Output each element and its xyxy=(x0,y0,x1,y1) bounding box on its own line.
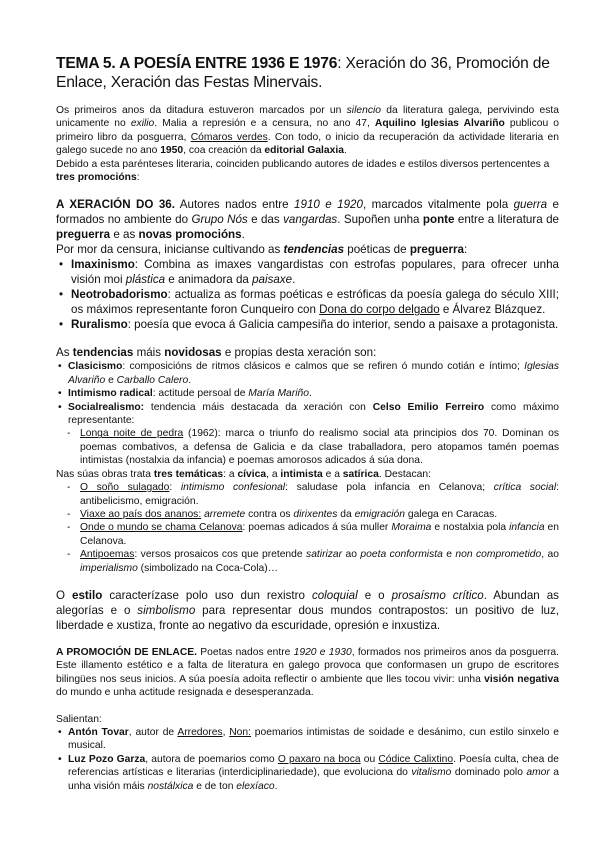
italic-text: 1920 e 1930 xyxy=(293,646,352,658)
text: tendencia máis destacada da xeración con xyxy=(144,401,373,413)
text: . xyxy=(274,780,278,792)
text: da xyxy=(337,508,355,520)
text: e nostalxia pola xyxy=(431,522,510,534)
spacer xyxy=(56,332,559,345)
text: ao xyxy=(342,549,361,561)
works-list xyxy=(56,481,559,575)
text: . Abundan as alegorías e o xyxy=(56,588,559,617)
italic-text: paisaxe xyxy=(252,273,293,287)
text: , autor de xyxy=(128,726,178,738)
list-item xyxy=(56,401,559,428)
italic-text: simbolismo xyxy=(137,603,196,617)
spacer xyxy=(56,184,559,197)
list-item xyxy=(56,508,559,521)
xeracion36-paragraph xyxy=(56,197,559,242)
text: . xyxy=(292,273,296,287)
longa-noite-list xyxy=(56,427,559,467)
underlined-title: Códice Calixtino xyxy=(378,753,454,765)
text: . xyxy=(188,374,192,386)
text: : poemas adicados á súa muller xyxy=(242,522,392,534)
text: Poetas nados entre xyxy=(196,646,294,658)
text: para representar dous mundos contrapostos: un positivo de luz, liberdade e xustiza, fronte ao negativo da escuridade, opresión e inxustiza. xyxy=(56,603,559,632)
text: (1962): marca o triunfo do realismo social ata principios dos 70. Dominan os poemas combativos, a defensa de Galicia e da clase traballadora, pero atopamos tamén poemas intimistas (nostalxia da infancia) e poemas amorosos adicados á súa dona. xyxy=(80,428,559,467)
text: : composicións de ritmos clásicos e calmos que se refiren ó mundo cotián e íntimo; xyxy=(122,361,525,373)
bold-text: preguerra xyxy=(56,228,111,242)
bold-text: cívica xyxy=(237,468,267,480)
italic-text: guerra xyxy=(513,198,548,212)
text: máis xyxy=(133,346,165,360)
intro-bold: 1950 xyxy=(160,145,184,157)
italic-text: plástica xyxy=(125,273,166,287)
text: , formados nos primeiros anos da posguerra. Este illamento estético e a falta de literatura en galego provoca que conformasen un grupo de escritores bilingües nos seus inicios. A súa poesía adoita reflectir o ambiente que lles tocou vivir: unha xyxy=(56,646,560,685)
bold-text: satírica xyxy=(342,468,379,480)
text: Por mor da censura, inicianse cultivando as xyxy=(56,243,284,257)
text: e de ton xyxy=(193,780,237,792)
censura-line xyxy=(56,242,559,257)
term: Ruralismo xyxy=(71,318,128,332)
underlined-title: Antipoemas xyxy=(80,549,135,561)
intro-bold: Aquilino Iglesias Alvariño xyxy=(374,118,505,130)
preguerra-tendencias-list xyxy=(56,257,559,332)
list-item xyxy=(56,481,559,508)
intro-text: . Con todo, o inicio da recuperación da actividade literaria en galego sucede no ano xyxy=(56,131,560,157)
italic-text: prosaísmo crítico xyxy=(391,588,484,602)
italic-text: Iglesias Alvariño xyxy=(68,361,559,386)
text: e xyxy=(442,549,456,561)
italic-text: coloquial xyxy=(311,588,358,602)
term: Neotrobadorismo xyxy=(71,288,168,302)
intro-text: Debido a esta parénteses literaria, coinciden publicando autores de idades e estilos diversos pertencentes a xyxy=(56,158,550,170)
italic-text: crítica social xyxy=(493,482,557,494)
italic-text: vangardas xyxy=(283,213,338,227)
intro-paragraph-2 xyxy=(56,158,559,185)
list-item xyxy=(56,387,559,400)
intro-text: : xyxy=(136,172,140,184)
intro-text: . xyxy=(343,145,347,157)
novidosas-intro xyxy=(56,345,559,360)
bold-italic-text: tendencias xyxy=(283,243,345,257)
italic-text: Moraima xyxy=(391,522,432,534)
bold-text: tendencias xyxy=(72,346,134,360)
text: ou xyxy=(360,753,379,765)
text: : actualiza as formas poéticas e estróficas da poesía galega do século XIII; os máximos representante foron Cunqueiro con xyxy=(71,288,559,317)
term: Imaxinismo xyxy=(71,258,135,272)
italic-text: infancia xyxy=(509,522,545,534)
text: , a xyxy=(266,468,281,480)
section-heading: A PROMOCIÓN DE ENLACE. xyxy=(56,646,197,658)
italic-text: elexíaco xyxy=(236,780,275,792)
text: caracterízase polo uso dun rexistro xyxy=(102,588,312,602)
italic-text: 1910 e 1920 xyxy=(294,198,363,212)
italic-text: dirixentes xyxy=(293,508,338,520)
italic-text: Grupo Nós xyxy=(191,213,248,227)
underlined-title: Non: xyxy=(229,726,251,738)
text: contra os xyxy=(245,508,294,520)
intro-text: . Malia a represión e a censura, no ano 47, xyxy=(154,118,375,130)
novidosas-list xyxy=(56,360,559,427)
text: e animadora da xyxy=(165,273,253,287)
text: : antibelicismo, emigración. xyxy=(80,482,559,507)
bold-text: tres temáticas xyxy=(153,468,224,480)
intro-text: Os primeiros anos da ditadura estuveron marcados por un xyxy=(56,105,347,116)
text: O xyxy=(56,588,73,602)
author-name: Luz Pozo Garza xyxy=(68,753,146,765)
bold-text: preguerra xyxy=(409,243,464,257)
italic-text: vitalismo xyxy=(411,767,452,779)
text: poéticas de xyxy=(344,243,410,257)
spacer xyxy=(56,633,559,646)
italic-text: María Mariño xyxy=(248,388,309,400)
text: . xyxy=(241,228,245,242)
list-item xyxy=(56,360,559,387)
list-item xyxy=(56,317,559,332)
text: e propias desta xeración son: xyxy=(221,346,377,360)
text: : Combina as imaxes vangardistas con estrofas populares, para ofrecer unha visión moi xyxy=(71,258,559,287)
underlined-title: Longa noite de pedra xyxy=(80,428,184,440)
list-item xyxy=(56,521,559,548)
text: . Supoñen unha xyxy=(337,213,423,227)
list-item xyxy=(56,726,559,753)
author-name: Antón Tovar xyxy=(68,726,129,738)
text: Autores nados entre xyxy=(174,198,295,212)
intro-italic: exilio xyxy=(130,118,155,130)
text: : saludase pola infancia en Celanova; xyxy=(285,482,494,494)
text: como máximo representante: xyxy=(68,401,559,427)
text: . Poesía culta, chea de referencias artísticas e literarias (interdiciplinariedade), que evoluciona do xyxy=(68,753,560,779)
text: e xyxy=(105,374,117,386)
italic-text: Carballo Calero xyxy=(116,374,189,386)
text: : poesía que evoca á Galicia campesiña do interior, sendo a paisaxe a protagonista. xyxy=(127,318,559,332)
salientan-label: Salientan: xyxy=(56,713,102,725)
underlined-title: O soño sulagado xyxy=(80,482,170,494)
section-heading: A XERACIÓN DO 36. xyxy=(56,198,175,212)
term: Intimismo radical xyxy=(68,388,153,400)
list-item xyxy=(56,257,559,287)
text: : xyxy=(463,243,468,257)
bold-text: ponte xyxy=(422,213,455,227)
intro-paragraph xyxy=(56,104,559,158)
text: do mundo e unha actitude resignada e desesperanzada. xyxy=(56,687,314,699)
text: e as xyxy=(110,228,139,242)
text: . Destacan: xyxy=(378,468,431,480)
spacer xyxy=(56,575,559,588)
enlace-authors-list xyxy=(56,726,559,793)
page-title xyxy=(56,54,559,92)
title-bold: TEMA 5. A POESÍA ENTRE 1936 E 1976 xyxy=(56,55,338,72)
text: , autora de poemarios como xyxy=(145,753,278,765)
bold-text: Celso Emilio Ferreiro xyxy=(372,401,485,413)
bold-text: intimista xyxy=(280,468,323,480)
text: Nas súas obras trata xyxy=(56,468,154,480)
underlined-title: Viaxe ao país dos ananos: xyxy=(80,508,202,520)
text: . xyxy=(308,388,312,400)
italic-text: imperialismo xyxy=(80,562,138,574)
text: entre a literatura de xyxy=(454,213,559,227)
text: : xyxy=(169,482,181,494)
text: en Celanova. xyxy=(80,522,559,547)
italic-text: emigración xyxy=(354,508,405,520)
spacer xyxy=(56,700,559,713)
obras-line xyxy=(56,468,559,481)
term: Socialrealismo: xyxy=(68,401,145,413)
intro-italic: silencio xyxy=(346,105,381,116)
intro-text: publicou o primeiro libro da posguerra, xyxy=(56,118,559,143)
underlined-title: Dona do corpo delgado xyxy=(319,303,440,317)
underlined-title: O paxaro na boca xyxy=(277,753,361,765)
intro-text: da literatura galega, pervivindo esta unicamente no xyxy=(56,105,559,130)
list-item xyxy=(56,548,559,575)
text: (simbolizado na Coca-Cola)… xyxy=(137,562,279,574)
italic-text: satirizar xyxy=(306,549,343,561)
term: Clasicismo xyxy=(68,361,123,373)
italic-text: poeta conformista xyxy=(360,549,443,561)
text: : versos prosaicos cos que pretende xyxy=(134,549,307,561)
intro-text: , coa creación da xyxy=(183,145,265,157)
text: : a xyxy=(223,468,238,480)
text: , marcados vitalmente pola xyxy=(362,198,514,212)
text: e das xyxy=(247,213,284,227)
text: , ao xyxy=(541,549,559,561)
text: poemarios intimistas de soidade e desánimo, cun estilo sinxelo e musical. xyxy=(68,726,559,752)
underlined-title: Onde o mundo se chama Celanova xyxy=(80,522,243,534)
italic-text: non comprometido xyxy=(455,549,542,561)
list-item xyxy=(56,753,559,793)
bold-text: visión negativa xyxy=(484,673,559,685)
underlined-title: Arredores xyxy=(177,726,223,738)
text: galega en Caracas. xyxy=(404,508,498,520)
text: e formados no ambiente do xyxy=(56,198,559,227)
intro-underlined-title: Cómaros verdes xyxy=(190,131,268,143)
title-rest: : Xeración do 36, Promoción de Enlace, Xeración das Festas Minervais. xyxy=(56,55,550,91)
text: a unha visión máis xyxy=(68,767,559,792)
list-item xyxy=(56,287,559,317)
intro-bold: editorial Galaxia xyxy=(264,145,344,157)
list-item xyxy=(56,427,559,467)
bold-text: novas promocións xyxy=(138,228,242,242)
text: e a xyxy=(322,468,343,480)
bold-text: novidosas xyxy=(164,346,222,360)
text: e o xyxy=(357,588,392,602)
enlace-paragraph xyxy=(56,646,559,700)
estilo-paragraph xyxy=(56,588,559,633)
italic-text: nostálxica xyxy=(147,780,194,792)
intro-bold: tres promocións xyxy=(56,172,137,184)
italic-text: intimismo confesional xyxy=(180,482,286,494)
text: , xyxy=(222,726,230,738)
bold-text: estilo xyxy=(72,588,103,602)
italic-text: amor xyxy=(526,767,550,779)
text: e Álvarez Blázquez. xyxy=(439,303,546,317)
text: : actitude persoal de xyxy=(152,388,249,400)
text: dominado polo xyxy=(451,767,527,779)
text: As xyxy=(56,346,73,360)
italic-text: arremete xyxy=(204,508,246,520)
